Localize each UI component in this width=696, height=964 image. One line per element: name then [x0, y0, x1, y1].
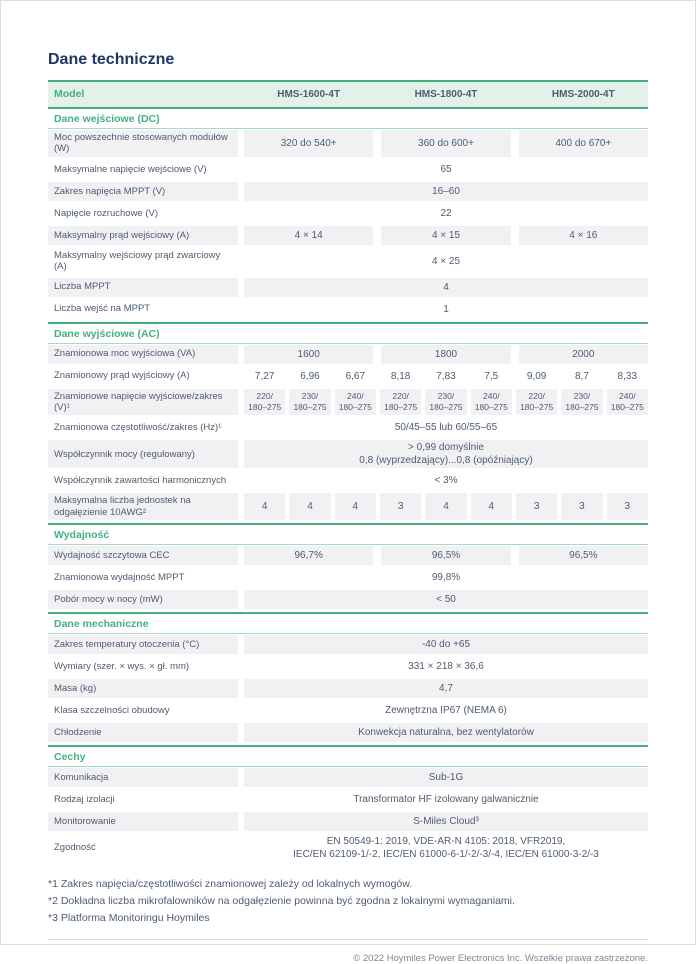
spec-value-line: 96,5%: [569, 550, 598, 562]
spec-label: Znamionowa częstotliwość/zakres (Hz)¹: [54, 422, 222, 434]
table-row: [48, 493, 648, 520]
model-name-hms-1800: HMS-1800-4T: [414, 89, 478, 100]
spec-value: [561, 389, 602, 416]
spec-value-line: 0,8 (wyprzedzający)...0,8 (opóźniający): [359, 455, 533, 467]
spec-value-line: 180–275: [520, 401, 554, 412]
spec-value-line: 4 × 16: [569, 229, 598, 241]
spec-value: 331 × 218 × 36,6: [408, 661, 484, 673]
spec-label: Wymiary (szer. × wys. × gł. mm): [54, 660, 190, 672]
spec-label: Współczynnik zawartości harmonicznych: [54, 475, 227, 487]
spec-value: [289, 493, 330, 520]
spec-label: Maksymalne napięcie wejściowe (V): [54, 163, 207, 175]
spec-value-line: 3: [533, 501, 540, 513]
row-values: [244, 679, 648, 698]
spec-value-line: 4 × 14: [294, 229, 323, 241]
row-values: [244, 768, 648, 787]
spec-value-line: 240/: [347, 391, 364, 402]
page-title: Dane techniczne: [48, 51, 175, 68]
table-row: [48, 768, 648, 787]
row-values: [244, 182, 648, 201]
table-row: [48, 130, 648, 157]
spec-value-line: 320 do 540+: [280, 137, 337, 149]
table-row: [48, 657, 648, 676]
row-values: [244, 546, 648, 565]
row-values: [244, 367, 648, 386]
spec-value: [244, 546, 373, 565]
spec-value-line: 96,5%: [431, 550, 461, 562]
spec-value-line: 8,33: [617, 370, 638, 382]
row-values: [244, 389, 648, 416]
spec-value-line: 3: [579, 501, 585, 513]
spec-value: [561, 367, 602, 386]
spec-label: Monitorowanie: [48, 812, 238, 831]
row-values: [244, 345, 648, 364]
spec-value: [335, 367, 376, 386]
spec-value: [471, 389, 512, 416]
spec-label: Znamionowa wydajność MPPT: [54, 571, 185, 583]
spec-value-line: 240/: [483, 391, 500, 402]
spec-value: [381, 226, 510, 245]
spec-value: [381, 546, 510, 565]
row-values: [244, 226, 648, 245]
spec-value: 99,8%: [431, 572, 461, 584]
spec-value-line: IEC/EN 62109-1/-2, IEC/EN 61000-6-1/-2/-3/-4, IEC/EN 61000-3-2/-3: [293, 849, 599, 861]
row-values: [244, 568, 648, 587]
spec-label: Pobór mocy w nocy (mW): [48, 590, 238, 609]
spec-value: [607, 493, 648, 520]
spec-value-line: 9,09: [526, 370, 547, 382]
spec-value: [425, 367, 466, 386]
section-title: Cechy: [48, 747, 648, 767]
spec-value: [244, 367, 285, 386]
spec-value-line: 180–275: [474, 401, 508, 412]
spec-value: 50/45–55 lub 60/55–65: [394, 422, 498, 434]
spec-value-line: 180–275: [293, 401, 327, 412]
table-row: [48, 679, 648, 698]
spec-value-line: 230/: [437, 391, 455, 402]
footnotes: [48, 876, 648, 927]
spec-value: S-Miles Cloud³: [244, 812, 648, 831]
table-row: [48, 701, 648, 720]
table-row: [48, 418, 648, 437]
spec-value: [244, 345, 373, 364]
row-values: [244, 160, 648, 179]
spec-value: [516, 493, 557, 520]
section-title: Dane wyjściowe (AC): [48, 324, 648, 344]
model-header-values: [244, 82, 648, 107]
row-values: [244, 834, 648, 862]
spec-value-line: 8,18: [390, 370, 411, 382]
spec-value-line: 3: [624, 501, 631, 513]
table-row: [48, 278, 648, 297]
spec-value: Zewnętrzna IP67 (NEMA 6): [385, 705, 507, 717]
spec-value: [289, 367, 330, 386]
spec-label: Znamionowy prąd wyjściowy (A): [54, 370, 190, 382]
spec-value: 4,7: [244, 679, 648, 698]
table-row: [48, 834, 648, 862]
table-row: [48, 182, 648, 201]
row-values: [244, 130, 648, 157]
spec-label: Wydajność szczytowa CEC: [48, 546, 238, 565]
table-row: [48, 440, 648, 468]
spec-value-line: 230/: [301, 391, 319, 402]
model-name-hms-1600: HMS-1600-4T: [277, 89, 341, 100]
table-row: [48, 546, 648, 565]
spec-value-line: 400 do 670+: [555, 137, 612, 149]
spec-value-line: 2000: [572, 348, 595, 360]
table-row: [48, 345, 648, 364]
spec-value: [335, 389, 376, 416]
spec-value-line: EN 50549-1: 2019, VDE-AR-N 4105: 2018, VFR2019,: [326, 836, 566, 848]
spec-value-line: 220/: [392, 391, 409, 402]
copyright-text: © 2022 Hoymiles Power Electronics Inc. Wszelkie prawa zastrzeżone.: [353, 953, 648, 964]
row-values: [244, 701, 648, 720]
spec-value-line: 180–275: [384, 401, 418, 412]
spec-value: 22: [440, 207, 452, 219]
spec-value: < 50: [244, 590, 648, 609]
spec-value: [425, 493, 466, 520]
spec-value-line: 4: [307, 501, 313, 513]
row-values: [244, 723, 648, 742]
spec-value-line: 4: [352, 501, 359, 513]
spec-label: Napięcie rozruchowe (V): [54, 207, 159, 219]
spec-label: Zakres napięcia MPPT (V): [48, 182, 238, 201]
spec-value-line: 3: [397, 501, 404, 513]
spec-label: Rodzaj izolacji: [54, 793, 115, 805]
spec-value: [471, 493, 512, 520]
row-values: [244, 493, 648, 520]
spec-value-line: 180–275: [338, 401, 372, 412]
spec-value: [380, 493, 421, 520]
spec-label: Zakres temperatury otoczenia (°C): [48, 635, 238, 654]
spec-label: Znamionowe napięcie wyjściowe/zakres (V)¹: [48, 389, 238, 416]
table-row: [48, 300, 648, 319]
model-header-label: Model: [54, 88, 85, 101]
spec-value: [519, 226, 648, 245]
table-row: [48, 389, 648, 416]
spec-value-line: 4: [443, 501, 449, 513]
table-row: [48, 204, 648, 223]
spec-value: [244, 130, 373, 157]
spec-value: [244, 493, 285, 520]
spec-value-line: 4 × 15: [431, 229, 461, 241]
spec-value-line: 4: [261, 501, 268, 513]
row-values: [244, 657, 648, 676]
spec-value-line: 96,7%: [294, 550, 323, 562]
spec-label: Maksymalna liczba jednostek na odgałęzienie 10AWG²: [48, 493, 238, 520]
table-row: [48, 812, 648, 831]
spec-label: Maksymalny prąd wejściowy (A): [48, 226, 238, 245]
spec-value-line: 7,83: [436, 370, 456, 382]
spec-value: [516, 367, 557, 386]
spec-label: Liczba MPPT: [48, 278, 238, 297]
spec-value-line: 360 do 600+: [418, 137, 474, 149]
spec-value: 65: [440, 163, 452, 175]
spec-label: Liczba wejść na MPPT: [54, 303, 151, 315]
spec-label: Znamionowa moc wyjściowa (VA): [48, 345, 238, 364]
spec-label: Masa (kg): [48, 679, 238, 698]
table-row: [48, 568, 648, 587]
spec-value: -40 do +65: [244, 635, 648, 654]
spec-value: [244, 389, 285, 416]
spec-value: [380, 389, 421, 416]
spec-value: Sub-1G: [244, 768, 648, 787]
spec-value: [381, 345, 510, 364]
spec-value: [607, 367, 648, 386]
spec-value: [380, 367, 421, 386]
spec-value-line: 220/: [528, 391, 545, 402]
spec-label: Komunikacja: [48, 768, 238, 787]
table-row: [48, 248, 648, 275]
section-title: Dane wejściowe (DC): [48, 109, 648, 129]
row-values: [244, 300, 648, 319]
table-row: [48, 471, 648, 490]
spec-table: [48, 80, 648, 862]
spec-value-line: 180–275: [248, 401, 282, 412]
spec-value: [561, 493, 602, 520]
spec-value-line: 1600: [297, 348, 320, 360]
section-title: Dane mechaniczne: [48, 614, 648, 634]
footer-divider: [48, 939, 648, 940]
spec-value: 16–60: [244, 182, 648, 201]
spec-value: [471, 367, 512, 386]
spec-value: 4: [244, 278, 648, 297]
spec-value: [244, 440, 648, 468]
spec-value: [381, 130, 510, 157]
spec-label: Zgodność: [54, 842, 96, 854]
row-values: [244, 204, 648, 223]
spec-value: [519, 345, 648, 364]
row-values: [244, 790, 648, 809]
footnote-3: *3 Platforma Monitoringu Hoymiles: [48, 912, 210, 925]
spec-value-line: 180–275: [429, 401, 463, 412]
row-values: [244, 471, 648, 490]
spec-value-line: 230/: [573, 391, 591, 402]
spec-label: Chłodzenie: [48, 723, 238, 742]
spec-value-line: 7,27: [254, 370, 275, 382]
spec-value-line: 180–275: [610, 401, 644, 412]
spec-label: Maksymalny wejściowy prąd zwarciowy (A): [54, 249, 221, 273]
spec-value: [244, 226, 373, 245]
footnote-1: *1 Zakres napięcia/częstotliwości znamionowej zależy od lokalnych wymogów.: [48, 878, 413, 891]
row-values: [244, 248, 648, 275]
spec-value: < 3%: [434, 475, 458, 487]
spec-label: Współczynnik mocy (regulowany): [48, 440, 238, 468]
table-row: [48, 367, 648, 386]
spec-value-line: 1800: [434, 348, 458, 360]
model-header-row: [48, 82, 648, 107]
spec-value: Transformator HF izolowany galwanicznie: [353, 794, 539, 806]
table-row: [48, 635, 648, 654]
spec-value-line: 8,7: [575, 370, 589, 382]
table-row: [48, 790, 648, 809]
spec-value-line: 6,67: [345, 370, 366, 382]
spec-value-line: 7,5: [484, 370, 499, 382]
row-values: [244, 278, 648, 297]
footnote-2: *2 Dokładna liczba mikrofalowników na odgałęzienie powinna być zgodna z lokalnymi wymaganiami.: [48, 895, 515, 908]
spec-value: [607, 389, 648, 416]
table-row: [48, 723, 648, 742]
row-values: [244, 440, 648, 468]
spec-value-line: 220/: [256, 391, 273, 402]
spec-value: [335, 493, 376, 520]
spec-value: [519, 546, 648, 565]
section-title: Wydajność: [48, 525, 648, 545]
spec-label: Klasa szczelności obudowy: [54, 704, 170, 716]
spec-value: [289, 389, 330, 416]
row-values: [244, 418, 648, 437]
table-row: [48, 226, 648, 245]
row-values: [244, 590, 648, 609]
table-body: [48, 107, 648, 862]
spec-value: 1: [443, 303, 449, 315]
spec-value: [519, 130, 648, 157]
spec-value: [425, 389, 466, 416]
spec-label: Moc powszechnie stosowanych modułów (W): [48, 130, 238, 157]
spec-value-line: 240/: [619, 391, 636, 402]
row-values: [244, 635, 648, 654]
spec-value-line: > 0,99 domyślnie: [408, 442, 484, 454]
spec-value-line: 4: [488, 501, 495, 513]
row-values: [244, 812, 648, 831]
spec-value: Konwekcja naturalna, bez wentylatorów: [244, 723, 648, 742]
table-row: [48, 160, 648, 179]
table-row: [48, 590, 648, 609]
spec-value: [516, 389, 557, 416]
spec-value-line: 6,96: [300, 370, 320, 382]
spec-value: 4 × 25: [431, 255, 461, 267]
model-name-hms-2000: HMS-2000-4T: [551, 89, 615, 100]
spec-value: [244, 834, 648, 862]
spec-value-line: 180–275: [565, 401, 599, 412]
